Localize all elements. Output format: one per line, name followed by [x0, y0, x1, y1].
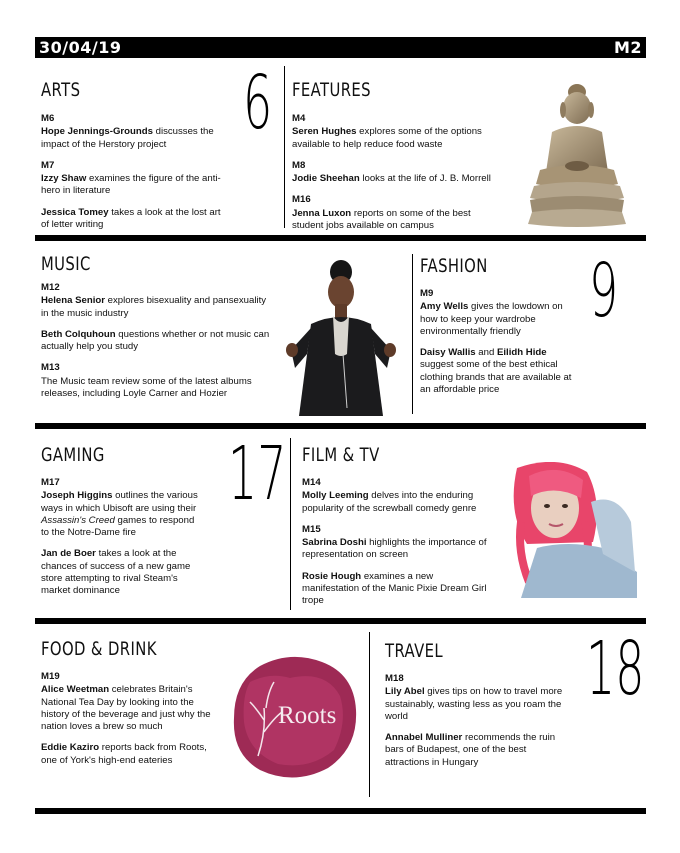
list-item: M6 Hope Jennings-Grounds discusses the impact of the Herstory project: [41, 113, 214, 150]
arts-list: [41, 113, 231, 240]
list-item: M16 Jenna Luxon reports on some of the best student jobs available on campus: [292, 194, 471, 232]
column-divider: [290, 438, 291, 610]
page-number: M2: [613, 38, 642, 57]
section-divider: [35, 618, 646, 624]
music-list: [41, 282, 276, 409]
section-title-music: MUSIC: [41, 253, 91, 275]
features-list: [292, 113, 497, 241]
section-title-food-drink: FOOD & DRINK: [41, 638, 157, 660]
section-title-arts: ARTS: [41, 79, 81, 101]
buddha-statue-image: [522, 82, 632, 228]
column-divider: [412, 254, 413, 414]
roots-logo: [230, 652, 360, 780]
issue-date: 30/04/19: [39, 38, 122, 57]
section-title-gaming: GAMING: [41, 444, 105, 466]
film-still-photo: [507, 462, 637, 598]
list-item: Jan de Boer takes a look at the chances of success of a new game store attempting to rival Steam's market dominance: [41, 548, 191, 597]
fashion-list: [420, 288, 580, 405]
section-title-features: FEATURES: [292, 79, 371, 101]
list-item: M19 Alice Weetman celebrates Britain's National Tea Day by looking into the history of the beverage and just why the nation loves a brew so much: [41, 671, 211, 733]
list-item: Annabel Mulliner recommends the ruin bars of Budapest, one of the best attractions in Hungary: [385, 732, 556, 768]
list-item: M17 Joseph Higgins outlines the various ways in which Ubisoft are using their Assassin's Creed games to respond to the Notre-Dame fire: [41, 477, 198, 539]
page-ref-gaming: 17: [228, 431, 287, 517]
list-item: M7 Izzy Shaw examines the figure of the anti-hero in literature: [41, 159, 221, 197]
list-item: M4 Seren Hughes explores some of the options available to help reduce food waste: [292, 113, 482, 150]
list-item: M14 Molly Leeming delves into the enduring popularity of the screwball comedy genre: [302, 477, 477, 514]
list-item: M12 Helena Senior explores bisexuality and pansexuality in the music industry: [41, 282, 267, 319]
list-item: Rosie Hough examines a new manifestation of the Manic Pixie Dream Girl trope: [302, 570, 487, 607]
list-item: M9 Amy Wells gives the lowdown on how to keep your wardrobe environmentally friendly: [420, 288, 563, 337]
list-item: Daisy Wallis and Eilidh Hide suggest some of the best ethical clothing brands that are available at an affordable price: [420, 347, 572, 396]
page-ref-fashion: 9: [589, 248, 619, 334]
list-item: M8 Jodie Sheehan looks at the life of J. B. Morrell: [292, 159, 491, 185]
list-item: M18 Lily Abel gives tips on how to travel more sustainably, wasting less as you roam the world: [385, 673, 563, 722]
singer-photo: [283, 258, 398, 416]
list-item: M13 The Music team review some of the latest albums releases, including Loyle Carner and Hozier: [41, 362, 252, 400]
section-title-travel: TRAVEL: [385, 640, 444, 662]
section-divider: [35, 423, 646, 429]
film-tv-list: [302, 477, 487, 617]
page-header-bar: [35, 37, 646, 58]
list-item: Eddie Kaziro reports back from Roots, one of York's high-end eateries: [41, 742, 207, 766]
column-divider: [284, 66, 285, 228]
section-divider: [35, 808, 646, 814]
section-title-fashion: FASHION: [420, 255, 488, 277]
column-divider: [369, 632, 370, 797]
section-title-film-tv: FILM & TV: [302, 444, 380, 466]
food-drink-list: [41, 671, 221, 776]
list-item: Jessica Tomey takes a look at the lost art of letter writing: [41, 206, 221, 231]
roots-logo-text: Roots: [278, 702, 337, 729]
travel-list: [385, 673, 567, 778]
list-item: Beth Colquhoun questions whether or not music can actually help you study: [41, 328, 270, 353]
page-ref-arts: 6: [243, 60, 273, 146]
list-item: M15 Sabrina Doshi highlights the importance of representation on screen: [302, 523, 487, 561]
page-ref-travel: 18: [586, 626, 645, 712]
gaming-list: [41, 477, 203, 607]
